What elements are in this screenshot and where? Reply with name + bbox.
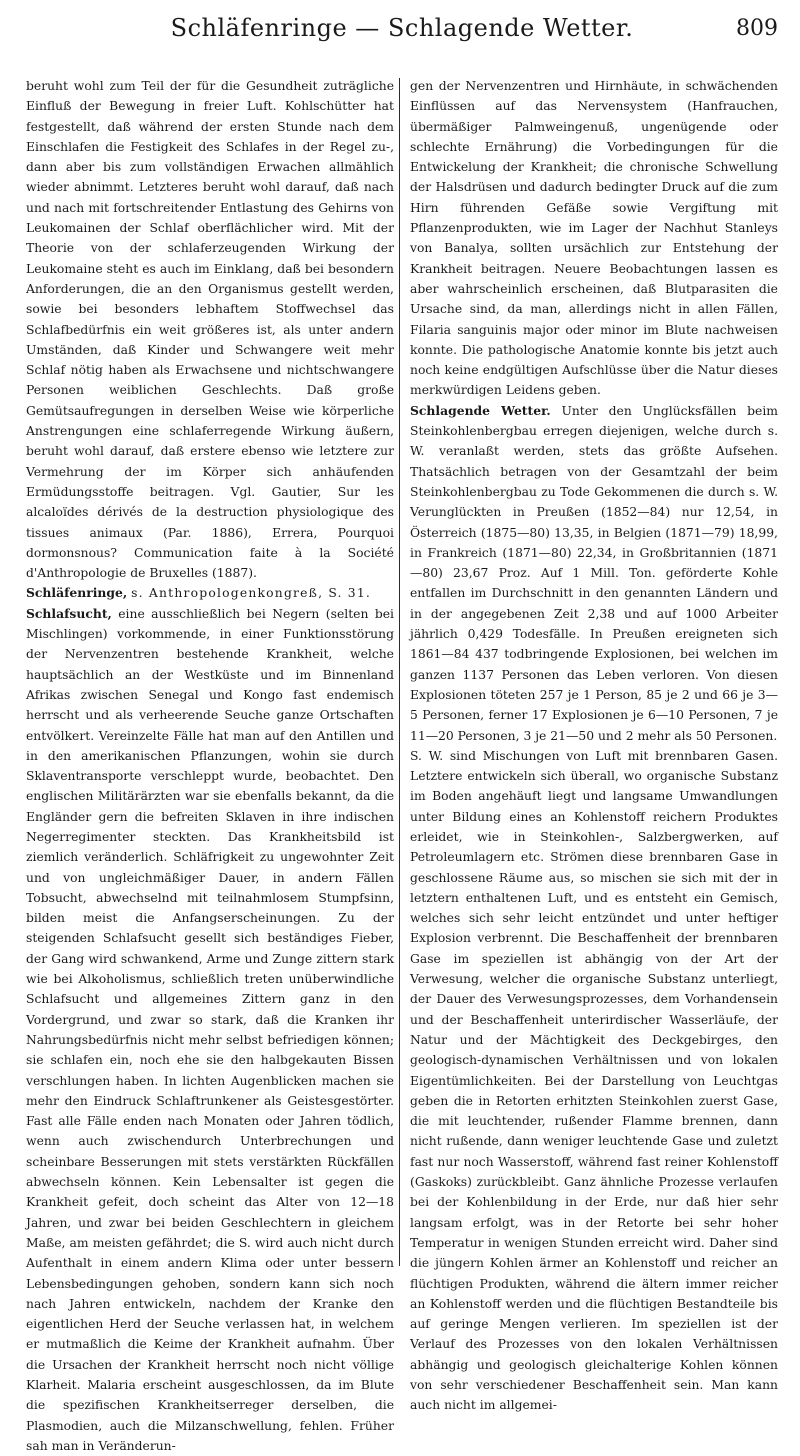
entry-schlafsucht-continuation: gen der Nervenzentren und Hirnhäute, in schwächenden Einflüssen auf das Nervensystem (Hanfrauchen, übermäßiger Palmweingenuß, ungenügende oder schlechte Ernährung) die Vorbedingungen für die Entwickelung der Krankheit; die chronische Schwellung der Halsdrüsen und dadurch bedingter Druck auf die zum Hirn führenden Gefäße sowie Vergiftung mit Pflanzenprodukten, wie im Lager der Nachhut Stanleys von Banalya, sollten ursächlich zur Entstehung der Krankheit beitragen. Neuere Beobachtungen lassen es aber wahrscheinlich erscheinen, daß Blutparasiten die Ursache sind, da man, allerdings nicht in allen Fällen, Filaria sanguinis major oder minor im Blute nachweisen konnte. Die pathologische Anatomie konnte bis jetzt auch noch keine endgültigen Aufschlüsse über die Natur dieses merkwürdigen Leidens geben. [410, 79, 778, 398]
entry-headword: Schläfenringe, [26, 585, 128, 601]
entry-schlagende-wetter-gases: S. W. sind Mischungen von Luft mit brennbaren Gasen. Letztere entwickeln sich überall, wo organische Substanz im Boden angehäuft liegt und langsame Umwandlungen unter Bildung eines an Kohlenstoff reichern Produktes erleidet, wie in Steinkohlen-, Salzbergwerken, auf Petroleumlagern etc. Strömen diese brennbaren Gase in geschlossene Räume aus, so mischen sie sich mit der in letztern enthaltenen Luft, und es entsteht ein Gemisch, welches sich sehr leicht entzündet und unter heftiger Explosion verbrennt. Die Beschaffenheit der brennbaren Gase im speziellen ist abhängig von der Art der Verwesung, welcher die organische Substanz unterliegt, der Dauer des Verwesungsprozesses, dem Vorhandensein und der Beschaffenheit unterirdischer Wasserläufe, der Natur und der Mächtigkeit des Deckgebirges, den geologisch-dynamischen Verhältnissen und von lokalen Eigentümlichkeiten. Bei der Darstellung von Leuchtgas geben die in Retorten erhitzten Steinkohlen zuerst Gase, die mit leuchtender, rußender Flamme brennen, dann nicht rußende, dann weniger leuchtende Gase und zuletzt fast nur noch Wasserstoff, während fast reiner Kohlenstoff (Gaskoks) zurückbleibt. Ganz ähnliche Prozesse verlaufen bei der Kohlenbildung in der Erde, nur daß hier sehr langsam erfolgt, was in der Retorte bei sehr hoher Temperatur in wenigen Stunden erreicht wird. Daher sind die jüngern Kohlen ärmer an Kohlenstoff und reicher an flüchtigen Produkten, während die ältern immer reicher an Kohlenstoff werden und die flüchtigen Bestandteile bis auf geringe Mengen verlieren. Im speziellen ist der Verlauf des Prozesses von den lokalen Verhältnissen abhängig und geologisch gleichalterige Kohlen können von sehr verschiedener Beschaffenheit sein. Man kann auch nicht im allgemei- [410, 748, 778, 1413]
cross-reference: s. Anthropologenkongreß, S. 31. [131, 586, 372, 601]
entry-schlagende-wetter [410, 401, 778, 746]
entry-body: eine ausschließlich bei Negern (selten bei Mischlingen) vorkommende, in einer Funktionsstörung der Nervenzentren bestehende Krankheit, welche hauptsächlich an der Westküste und im Binnenland Afrikas zwischen Senegal und Kongo fast endemisch herrscht und als verheerende Seuche ganze Ortschaften entvölkert. Vereinzelte Fälle hat man auf den Antillen und in den amerikanischen Pflanzungen, wohin sie durch Sklaventransporte verschleppt wurde, beobachtet. Den englischen Militärärzten war sie ebenfalls bekannt, da die Engländer gern die befreiten Sklaven in ihre indischen Negerregimenter steckten. Das Krankheitsbild ist ziemlich veränderlich. Schläfrigkeit zu ungewohnter Zeit und von ungleichmäßiger Dauer, in andern Fällen Tobsucht, abwechselnd mit teilnahmlosem Stumpfsinn, bilden meist die Anfangserscheinungen. Zu der steigenden Schlafsucht gesellt sich beständiges Fieber, der Gang wird schwankend, Arme und Zunge zittern stark wie bei Alkoholismus, schließlich treten unüberwindliche Schlafsucht und allgemeines Zittern ganz in den Vordergrund, und zwar so stark, daß die Kranken ihr Nahrungsbedürfnis nicht mehr selbst befriedigen können; sie schlafen ein, noch ehe sie den halbgekauten Bissen verschlungen haben. In lichten Augenblicken machen sie mehr den Eindruck Schlaftrunkener als Geistesgestörter. Fast alle Fälle enden nach Monaten oder Jahren tödlich, wenn auch zwischendurch Unterbrechungen und scheinbare Besserungen mit stets verstärkten Rückfällen abwechseln können. Kein Lebensalter ist gegen die Krankheit gefeit, doch scheint das Alter von 12—18 Jahren, und zwar bei beiden Geschlechtern in gleichem Maße, am meisten gefährdet; die S. wird auch nicht durch Aufenthalt in einem andern Klima oder unter bessern Lebensbedingungen gehoben, sondern kann sich noch nach Jahren entwickeln, nachdem der Kranke den eigentlichen Herd der Seuche verlassen hat, in welchem er mutmaßlich die Keime der Krankheit aufnahm. Über die Ursachen der Krankheit herrscht noch nicht völlige Klarheit. Malaria erscheint ausgeschlossen, da im Blute die spezifischen Krankheitserreger derselben, die Plasmodien, auch die Milzanschwellung, fehlen. Früher sah man in Veränderun- [26, 606, 394, 1453]
page-header [26, 10, 778, 50]
column-divider [399, 78, 400, 1266]
entry-schlafsucht [26, 604, 394, 1456]
running-head-title: Schläfenringe — Schlagende Wetter. [170, 14, 634, 42]
entry-body: Unter den Unglücksfällen beim Steinkohlenbergbau erregen diejenigen, welche durch s. W. veranlaßt werden, stets das größte Aufsehen. Thatsächlich betragen von der Gesamtzahl der beim Steinkohlenbergbau zu Tode Gekommenen die durch s. W. Verunglückten in Preußen (1852—84) nur 12,54, in Österreich (1875—80) 13,35, in Belgien (1871—79) 18,99, in Frankreich (1871—80) 22,34, in Großbritannien (1871—80) 23,67 Proz. Auf 1 Mill. Ton. geförderte Kohle entfallen im Durchschnitt in den genannten Ländern und in der angegebenen Zeit 2,38 und auf 1000 Arbeiter jährlich 0,429 Todesfälle. In Preußen ereigneten sich 1861—84 437 todbringende Explosionen, bei welchen im ganzen 1137 Personen das Leben verloren. Von diesen Explosionen töteten 257 je 1 Person, 85 je 2 und 66 je 3—5 Personen, ferner 17 Explosionen je 6—10 Personen, 7 je 11—20 Personen, 3 je 21—50 und 2 mehr als 50 Personen. [410, 403, 778, 743]
entry-headword: Schlafsucht, [26, 605, 112, 621]
right-column [410, 76, 778, 1413]
entry-headword: Schlagende Wetter. [410, 402, 551, 418]
entry-schlaefenringe [26, 583, 394, 603]
page-number: 809 [736, 16, 778, 41]
entry-schlaf-continuation: beruht wohl zum Teil der für die Gesundheit zuträgliche Einfluß der Bewegung in freier Luft. Kohlschütter hat festgestellt, daß während der ersten Stunde nach dem Einschlafen die Festigkeit des Schlafes in der Regel zu-, dann aber bis zum vollständigen Erwachen allmählich wieder abnimmt. Letzteres beruht wohl darauf, daß nach und nach mit fortschreitender Entlastung des Gehirns von Leukomainen der Schlaf oberflächlicher wird. Mit der Theorie von der schlaferzeugenden Wirkung der Leukomaine steht es auch im Einklang, daß bei besondern Anforderungen, die an den Organismus gestellt werden, sowie bei besonders lebhaftem Stoffwechsel das Schlafbedürfnis ein weit größeres ist, als unter andern Umständen, daß Kinder und Schwangere weit mehr Schlaf nötig haben als Erwachsene und nichtschwangere Personen weiblichen Geschlechts. Daß große Gemütsaufregungen in derselben Weise wie körperliche Anstrengungen eine schlaferregende Wirkung äußern, beruht wohl darauf, daß erstere ebenso wie letztere zur Vermehrung der im Körper sich anhäufenden Ermüdungsstoffe beitragen. Vgl. Gautier, Sur les alcaloïdes dérivés de la destruction physiologique des tissues animaux (Par. 1886), Errera, Pourquoi dormonsnous? Communication faite à la Société d'Anthropologie de Bruxelles (1887). [26, 79, 394, 581]
left-column [26, 76, 394, 1453]
